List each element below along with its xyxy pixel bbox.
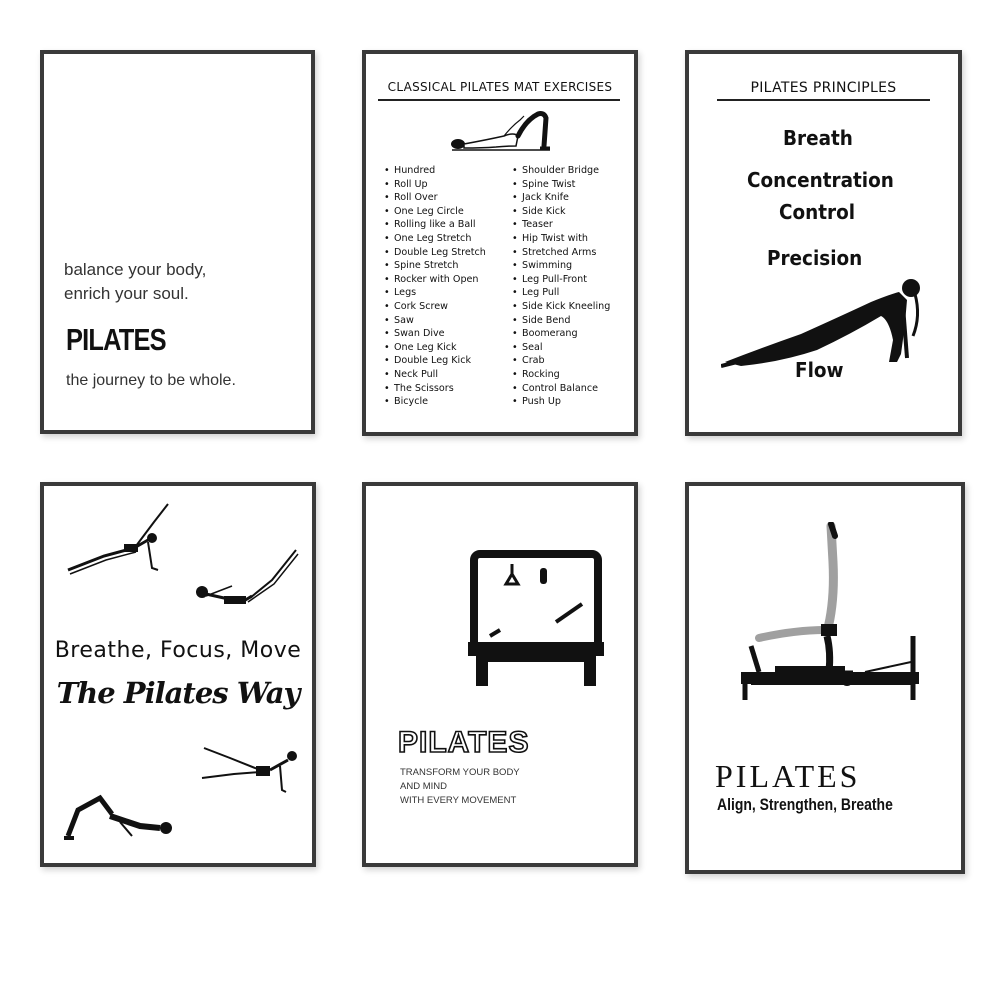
exercise-item: • Stretched Arms: [512, 246, 610, 260]
exercise-item: • Saw: [384, 314, 486, 328]
subtitle-line-1: TRANSFORM YOUR BODY: [400, 767, 520, 778]
teaser-figure-illustration: [192, 544, 302, 616]
exercise-item: • Teaser: [512, 218, 610, 232]
exercise-item: • Control Balance: [512, 382, 610, 396]
exercise-item: • Shoulder Bridge: [512, 164, 610, 178]
exercise-item: • One Leg Stretch: [384, 232, 486, 246]
poster-title: CLASSICAL PILATES MAT EXERCISES: [387, 80, 613, 94]
tagline-line-2: enrich your soul.: [64, 284, 189, 303]
exercise-item: • Push Up: [512, 395, 610, 409]
exercise-item: • Roll Over: [384, 191, 486, 205]
exercise-item: • Rolling like a Ball: [384, 218, 486, 232]
poster-balance: [40, 50, 315, 434]
poster-transform: [362, 482, 638, 867]
reformer-figure-illustration: [735, 522, 925, 722]
exercise-item: • Spine Stretch: [384, 259, 486, 273]
exercise-item: • Jack Knife: [512, 191, 610, 205]
exercise-item: • Neck Pull: [384, 368, 486, 382]
title-underline: [717, 99, 930, 101]
exercise-item: • Leg Pull-Front: [512, 273, 610, 287]
poster-title: PILATES PRINCIPLES: [750, 80, 897, 96]
principle-control: Control: [779, 200, 856, 224]
exercise-item: • Swan Dive: [384, 327, 486, 341]
poster-mat-exercises: [362, 50, 638, 436]
exercise-item: • Double Leg Kick: [384, 354, 486, 368]
principle-centre: Centre: [787, 280, 855, 324]
exercise-item: • Side Kick Kneeling: [512, 300, 610, 314]
principle-breath: Breath: [783, 126, 853, 150]
exercise-item: • Boomerang: [512, 327, 610, 341]
exercise-item: • Crab: [512, 354, 610, 368]
exercise-item: • One Leg Circle: [384, 205, 486, 219]
title-underline: [378, 99, 620, 101]
tagline-line-1: balance your body,: [64, 260, 207, 279]
poster-tagline: [64, 258, 206, 306]
exercise-item: • Hip Twist with: [512, 232, 610, 246]
poster-align: [685, 482, 965, 874]
exercise-item: • Rocker with Open: [384, 273, 486, 287]
swan-arm-figure-illustration: [200, 738, 300, 798]
poster-line-2: The Pilates Way: [56, 676, 300, 710]
bridge-pose-figure-illustration: [446, 106, 556, 154]
principle-flow: Flow: [795, 358, 844, 382]
side-plank-figure-illustration: [64, 498, 176, 578]
exercise-item: • Rocking: [512, 368, 610, 382]
exercise-item: • The Scissors: [384, 382, 486, 396]
exercise-list-left: [384, 164, 486, 409]
exercise-item: • Side Kick: [512, 205, 610, 219]
exercise-item: • Legs: [384, 286, 486, 300]
poster-subtitle: [400, 766, 560, 808]
exercise-item: • Hundred: [384, 164, 486, 178]
poster-subtitle: the journey to be whole.: [66, 372, 236, 389]
poster-title: PILATES: [715, 758, 861, 794]
poster-title: PILATES: [66, 322, 166, 357]
exercise-item: • Roll Up: [384, 178, 486, 192]
poster-line-1: Breathe, Focus, Move: [54, 638, 302, 663]
exercise-item: • Seal: [512, 341, 610, 355]
poster-pilates-way: [40, 482, 316, 867]
exercise-list-right: [512, 164, 610, 409]
exercise-item: • Double Leg Stretch: [384, 246, 486, 260]
exercise-item: • Spine Twist: [512, 178, 610, 192]
exercise-item: • One Leg Kick: [384, 341, 486, 355]
principle-precision: Precision: [767, 246, 863, 270]
subtitle-line-2: AND MIND: [400, 781, 447, 792]
cadillac-reformer-icon: [466, 550, 606, 690]
exercise-item: • Leg Pull: [512, 286, 610, 300]
exercise-item: • Bicycle: [384, 395, 486, 409]
exercise-item: • Cork Screw: [384, 300, 486, 314]
exercise-item: • Side Bend: [512, 314, 610, 328]
principle-concentration: Concentration: [747, 168, 894, 192]
poster-principles: [685, 50, 962, 436]
exercise-item: • Swimming: [512, 259, 610, 273]
poster-subtitle: Align, Strengthen, Breathe: [717, 795, 893, 814]
subtitle-line-3: WITH EVERY MOVEMENT: [400, 795, 517, 806]
poster-title: PILATES: [398, 726, 530, 759]
bridge-figure-illustration: [60, 792, 180, 844]
